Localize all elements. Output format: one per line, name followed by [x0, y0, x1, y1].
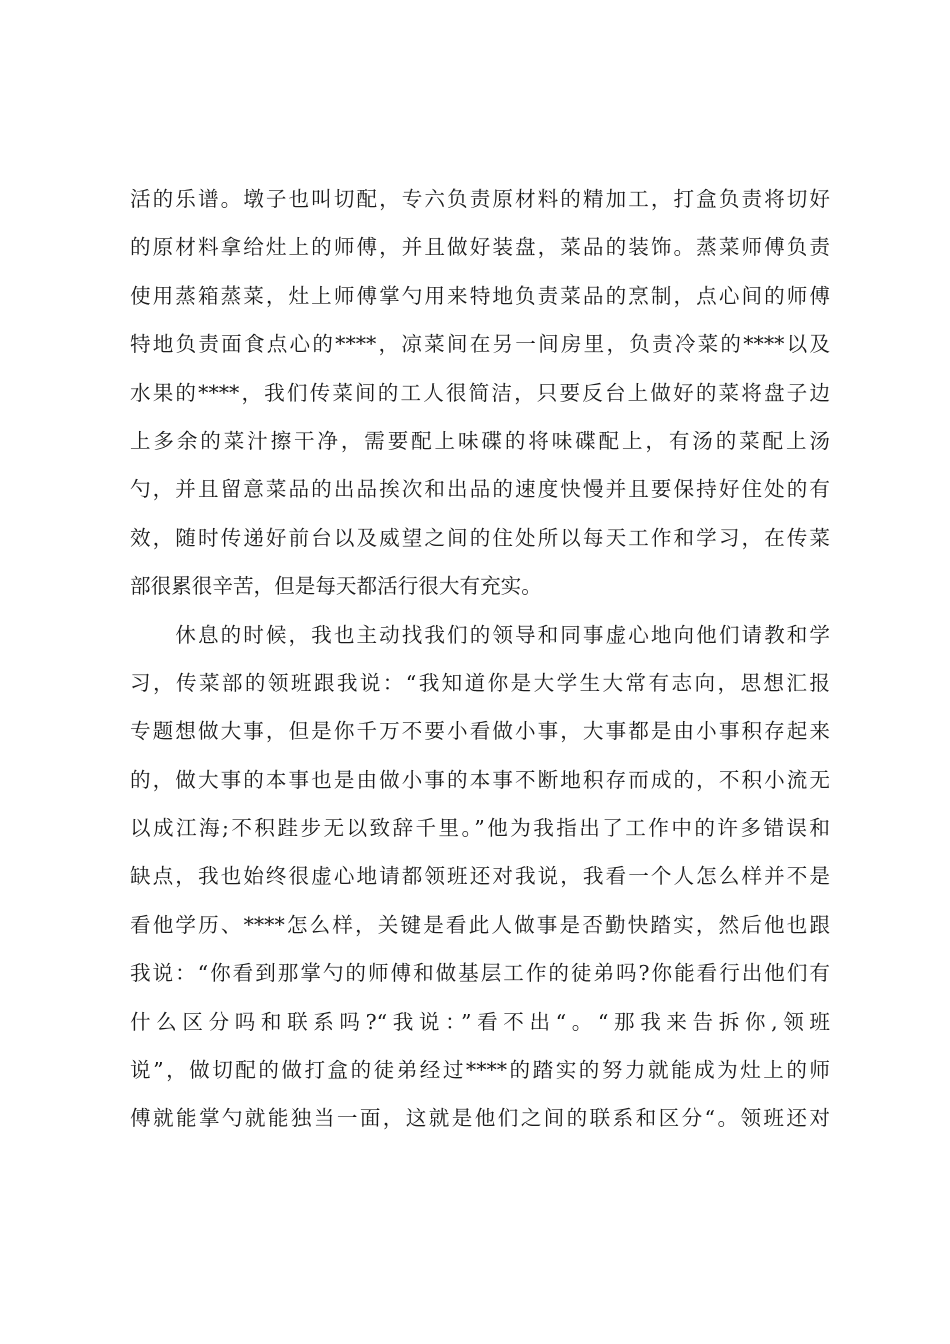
text-line: 活的乐谱。墩子也叫切配，专六负责原材料的精加工，打盒负责将切好 [130, 187, 830, 211]
text-line: 的原材料拿给灶上的师傅，并且做好装盘，菜品的装饰。蒸菜师傅负责 [130, 235, 830, 260]
body-text [130, 175, 830, 1143]
text-line: 专题想做大事，但是你千万不要小看做小事，大事都是由小事积存起来 [130, 719, 830, 744]
text-line: 傅就能掌勺就能独当一面，这就是他们之间的联系和区分“。领班还对 [130, 1106, 830, 1131]
text-line: 我说：“你看到那掌勺的师傅和做基层工作的徒弟吗?你能看行出他们有 [130, 961, 830, 986]
text-line: 效，随时传递好前台以及威望之间的住处所以每天工作和学习，在传菜 [130, 525, 830, 550]
text-line: 缺点，我也始终很虚心地请都领班还对我说，我看一个人怎么样并不是 [130, 864, 830, 889]
text-line: 勺，并且留意菜品的出品挨次和出品的速度快慢并且要保持好住处的有 [130, 477, 830, 502]
text-line: 看他学历、****怎么样，关键是看此人做事是否勤快踏实，然后他也跟 [130, 912, 830, 937]
text-line: 水果的****，我们传菜间的工人很简洁，只要反台上做好的菜将盘子边 [130, 380, 830, 405]
paragraph-start-line: 休息的时候，我也主动找我们的领导和同事虚心地向他们请教和学 [130, 622, 830, 647]
text-line: 使用蒸箱蒸菜，灶上师傅掌勺用来特地负责菜品的烹制，点心间的师傅 [130, 283, 830, 308]
text-line: 习，传菜部的领班跟我说：“我知道你是大学生大常有志向，思想汇报 [130, 670, 830, 695]
text-line: 的，做大事的本事也是由做小事的本事不断地积存而成的，不积小流无 [130, 767, 830, 792]
text-line: 以成江海;不积跬步无以致辞千里。”他为我指出了工作中的许多错误和 [130, 816, 830, 841]
text-line: 特地负责面食点心的****，凉菜间在另一间房里，负责冷菜的****以及 [130, 332, 830, 357]
paragraph-end-line: 部很累很辛苦，但是每天都活行很大有充实。 [130, 574, 542, 599]
text-line: 什么区分吗和联系吗?“我说：”看不出“。“那我来告拆你,领班 [130, 1009, 830, 1034]
text-line: 上多余的菜汁擦干净，需要配上味碟的将味碟配上，有汤的菜配上汤 [130, 428, 830, 453]
text-line: 说”，做切配的做打盒的徒弟经过****的踏实的努力就能成为灶上的师 [130, 1058, 830, 1083]
